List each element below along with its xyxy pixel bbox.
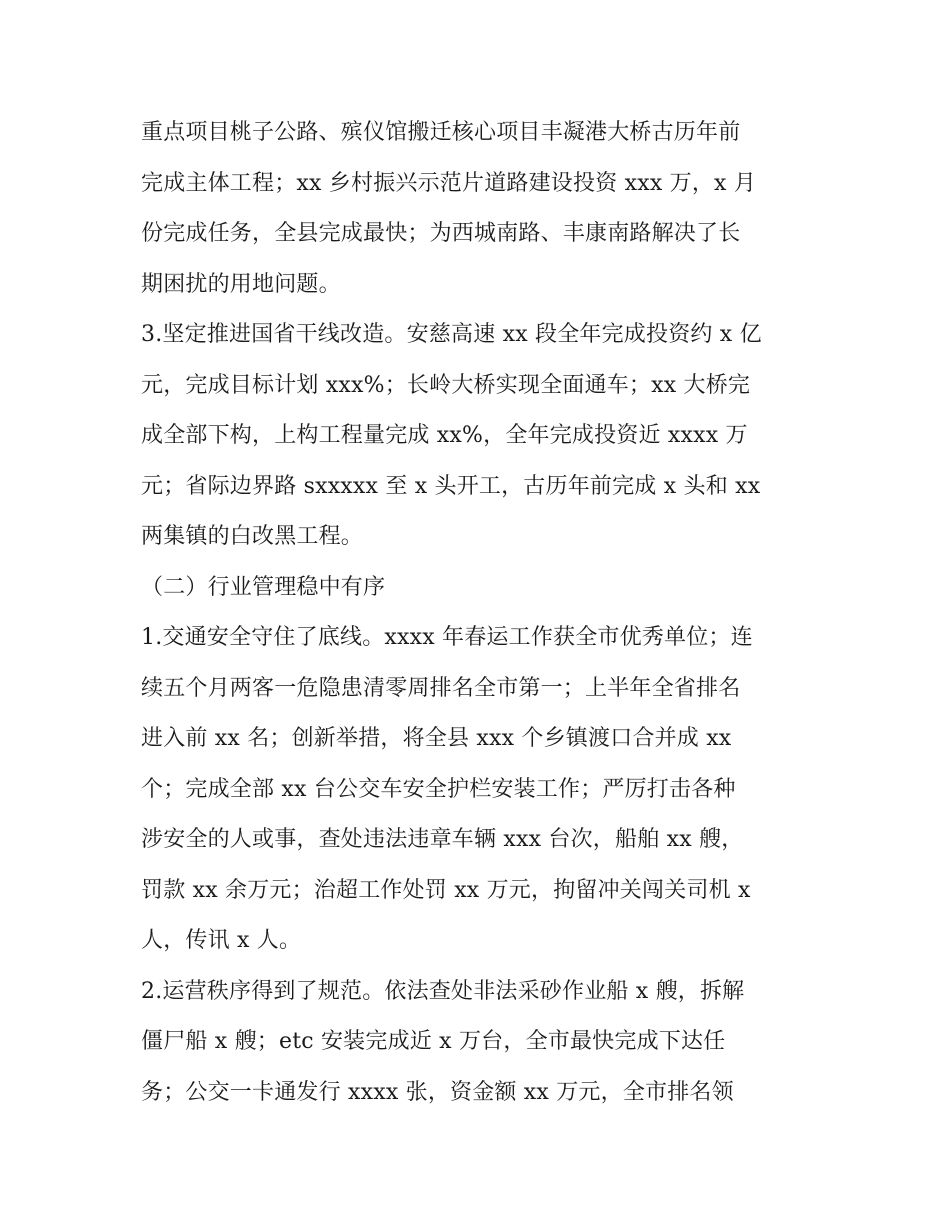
document-body xyxy=(141,108,821,1118)
text-line: 份完成任务，全县完成最快；为西城南路、丰康南路解决了长 xyxy=(141,221,741,246)
text-line: 元，完成目标计划 xxx%；长岭大桥实现全面通车；xx 大桥完 xyxy=(141,372,751,398)
text-line: 元；省际边界路 sxxxxx 至 x 头开工，古历年前完成 x 头和 xx xyxy=(141,473,761,499)
text-line: 人，传讯 x 人。 xyxy=(141,928,302,953)
text-line: 重点项目桃子公路、殡仪馆搬迁核心项目丰凝港大桥古历年前 xyxy=(141,120,741,145)
text-line: 僵尸船 x 艘；etc 安装完成近 x 万台，全市最快完成下达任 xyxy=(141,1029,726,1054)
text-line: 涉安全的人或事，查处违法违章车辆 xxx 台次，船舶 xx 艘， xyxy=(141,827,744,852)
text-line: 期困扰的用地问题。 xyxy=(141,271,341,297)
text-line: 成全部下构，上构工程量完成 xx%，全年完成投资近 xxxx 万 xyxy=(141,423,748,448)
text-line: 进入前 xx 名；创新举措，将全县 xxx 个乡镇渡口合并成 xx xyxy=(141,726,732,751)
paragraph-heading-3: 3.坚定推进国省干线改造。安慈高速 xx 段全年完成投资约 x 亿 xyxy=(141,322,762,347)
text-line: 续五个月两客一危隐患清零周排名全市第一；上半年全省排名 xyxy=(141,675,741,701)
text-line: 完成主体工程；xx 乡村振兴示范片道路建设投资 xxx 万，x 月 xyxy=(141,170,757,196)
text-line: 两集镇的白改黑工程。 xyxy=(141,524,364,549)
paragraph-heading-2: 2.运营秩序得到了规范。依法查处非法采砂作业船 x 艘，拆解 xyxy=(141,978,745,1004)
text-line: 务；公交一卡通发行 xxxx 张，资金额 xx 万元，全市排名领 xyxy=(141,1079,734,1105)
text-line: 罚款 xx 余万元；治超工作处罚 xx 万元，拘留冲关闯关司机 x xyxy=(141,877,751,903)
paragraph-heading-1: 1.交通安全守住了底线。xxxx 年春运工作获全市优秀单位；连 xyxy=(141,625,753,650)
section-heading: （二）行业管理稳中有序 xyxy=(141,574,386,600)
text-line: 个；完成全部 xx 台公交车安全护栏安装工作；严厉打击各种 xyxy=(141,776,736,802)
